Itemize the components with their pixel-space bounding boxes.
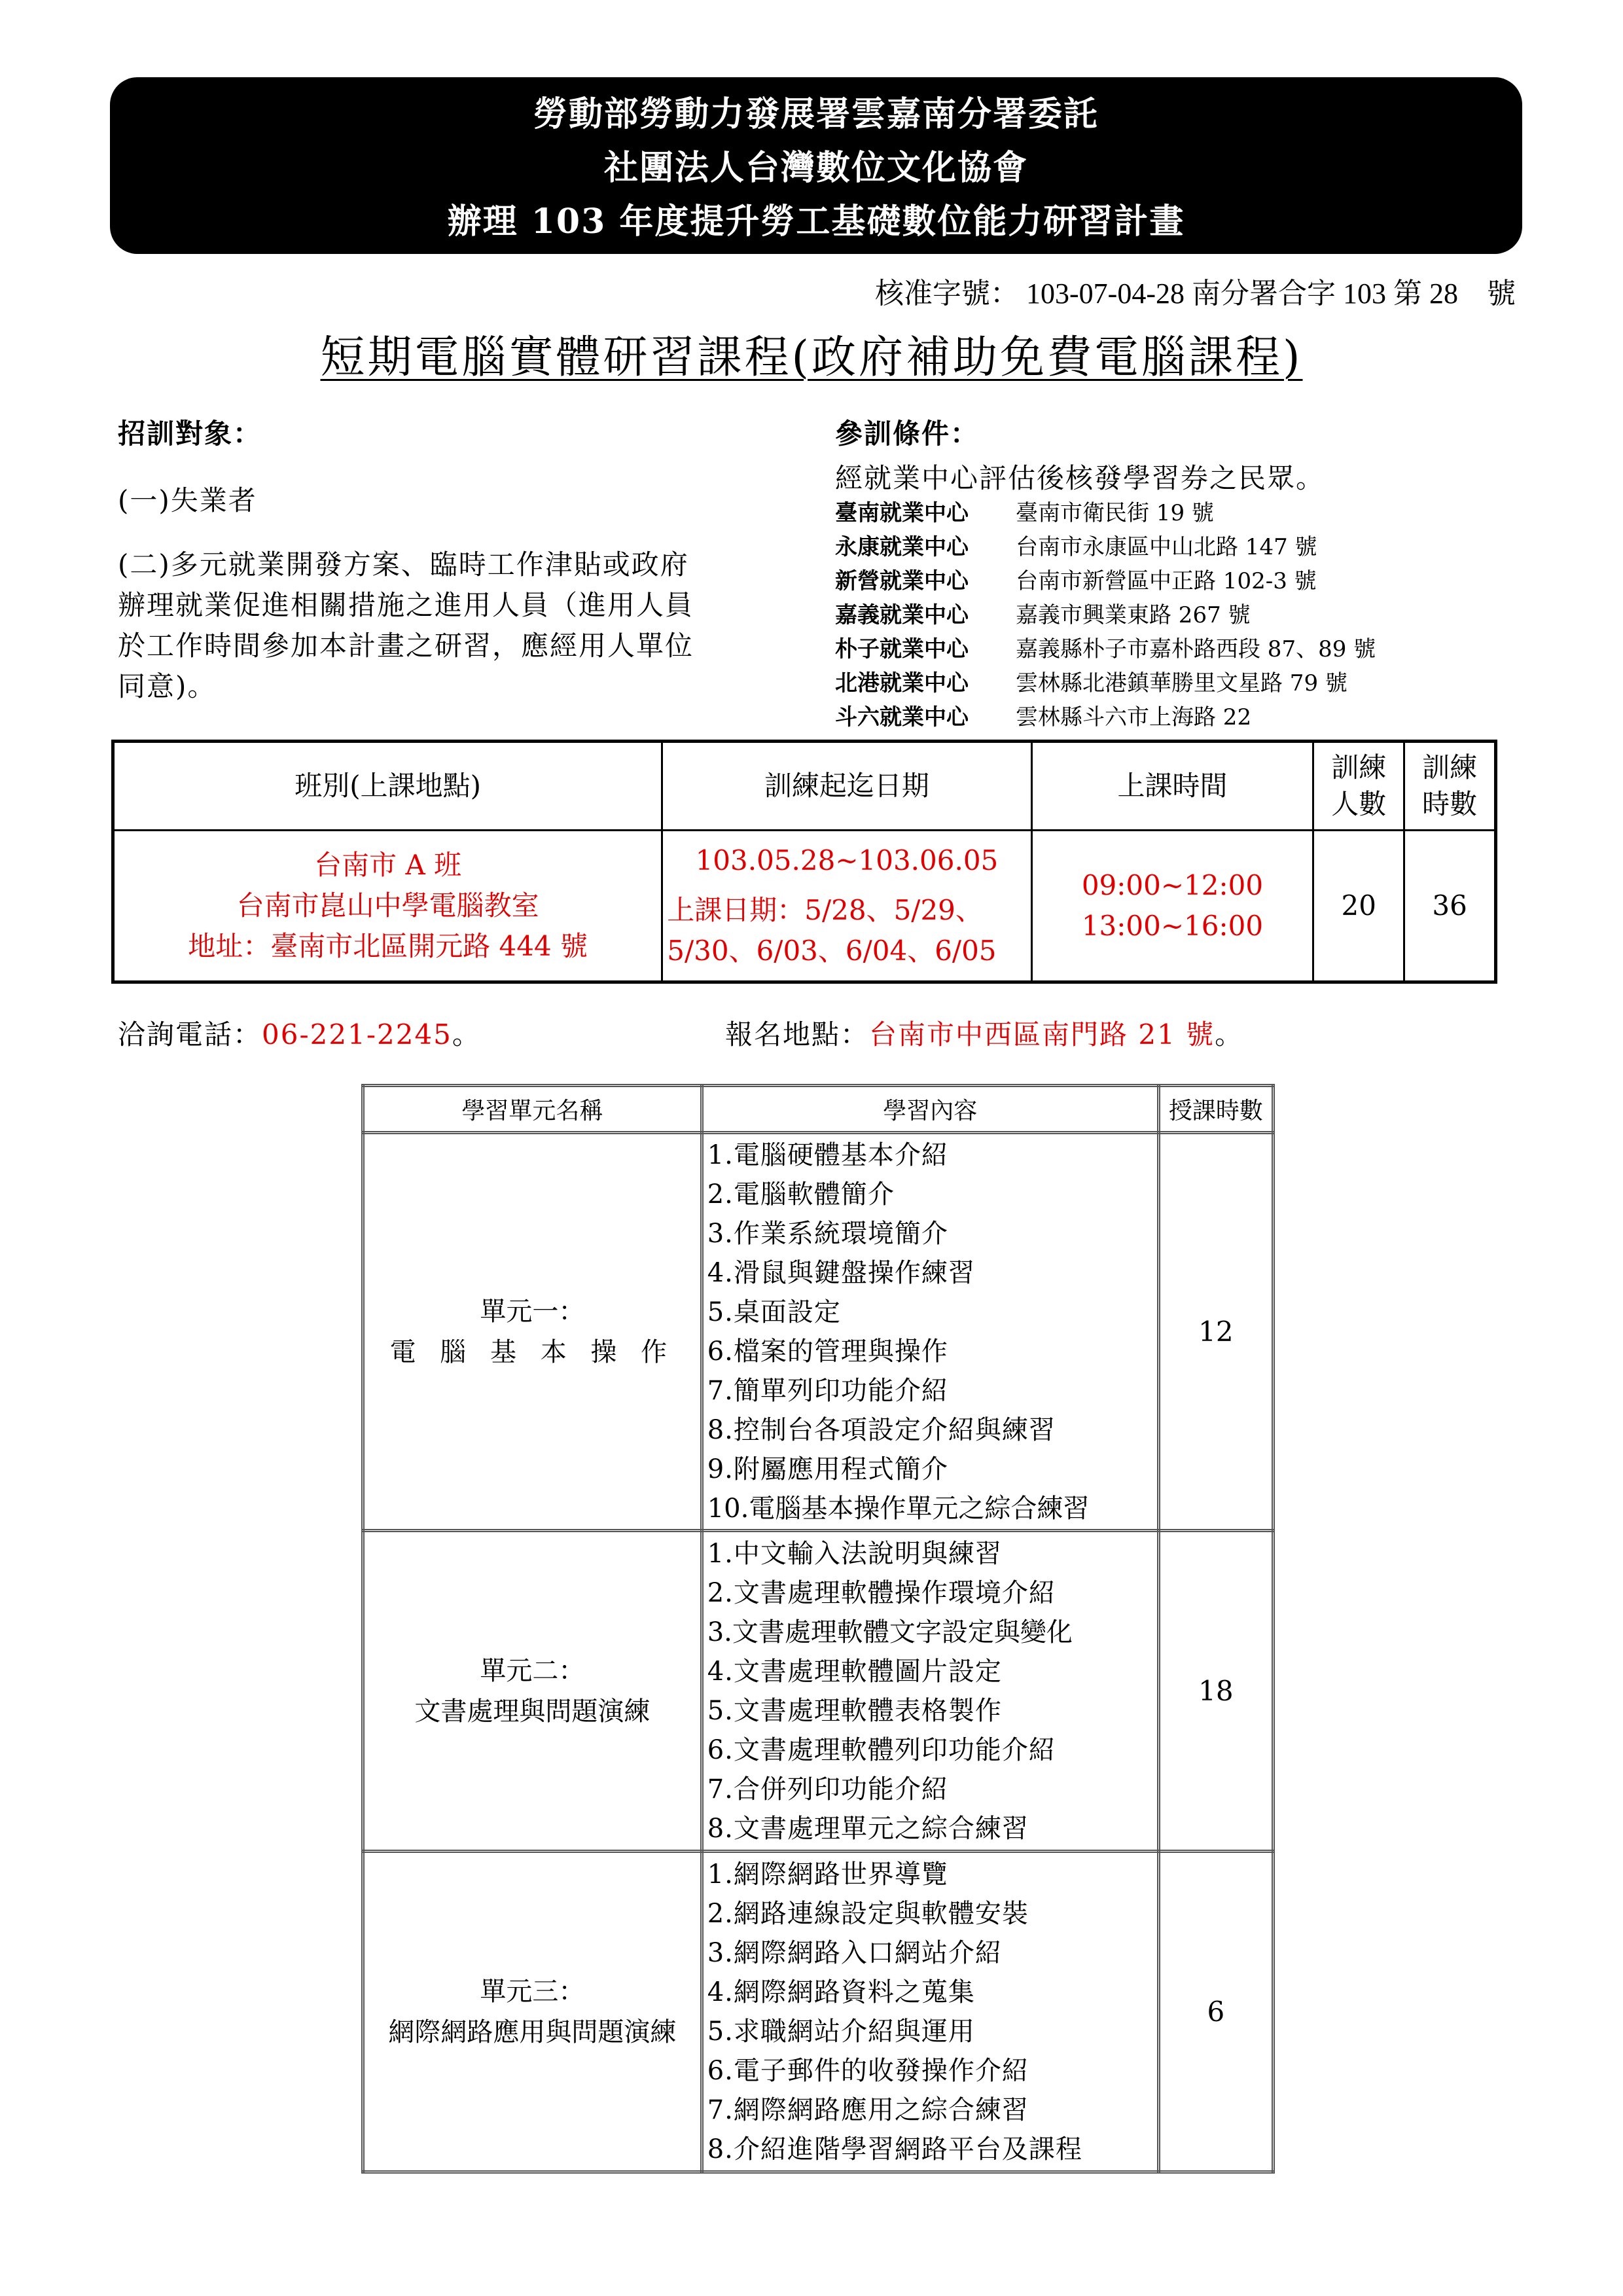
registration-address: 台南市中西區南門路 21 號 — [869, 1018, 1215, 1050]
registration-end: 。 — [1215, 1018, 1244, 1050]
target-heading: 招訓對象： — [118, 418, 262, 450]
center-name: 朴子就業中心 — [835, 636, 969, 662]
center-name: 新營就業中心 — [835, 568, 969, 594]
center-item — [835, 598, 1376, 632]
center-address: 臺南市衛民街 19 號 — [1016, 500, 1214, 526]
center-list — [835, 496, 1376, 734]
unit-items — [702, 1133, 1158, 1531]
center-address: 雲林縣北港鎮華勝里文星路 79 號 — [1016, 670, 1347, 696]
class-people: 20 — [1313, 831, 1404, 982]
unit-hours: 18 — [1158, 1531, 1273, 1852]
unit-item: 3.網際網路入口網站介紹 — [707, 1937, 1002, 1968]
course-row — [363, 1852, 1274, 2172]
class-address: 地址：臺南市北區開元路 444 號 — [188, 930, 588, 962]
center-item — [835, 530, 1376, 564]
class-time-2: 13:00~16:00 — [1081, 910, 1264, 942]
unit-item: 2.電腦軟體簡介 — [707, 1179, 895, 1210]
unit-item: 3.文書處理軟體文字設定與變化 — [707, 1617, 1073, 1647]
unit-item: 5.桌面設定 — [707, 1297, 841, 1327]
phone-end: 。 — [452, 1018, 481, 1050]
unit-item: 7.合併列印功能介紹 — [707, 1774, 948, 1804]
phone-number: 06-221-2245 — [262, 1018, 452, 1050]
class-time-1: 09:00~12:00 — [1081, 869, 1264, 901]
center-address: 嘉義市興業東路 267 號 — [1016, 602, 1251, 628]
unit-name: 文書處理與問題演練 — [414, 1696, 651, 1727]
unit-item: 4.文書處理軟體圖片設定 — [707, 1656, 1002, 1687]
unit-item: 7.簡單列印功能介紹 — [707, 1375, 948, 1406]
unit-item: 8.文書處理單元之綜合練習 — [707, 1813, 1029, 1844]
center-item — [835, 496, 1376, 530]
registration-label: 報名地點： — [725, 1018, 870, 1050]
target-item-2 — [118, 545, 694, 707]
header-location: 班別(上課地點) — [113, 742, 662, 831]
unit-item: 1.網際網路世界導覽 — [707, 1859, 948, 1890]
conditions-heading: 參訓條件： — [835, 418, 980, 450]
unit-item: 2.文書處理軟體操作環境介紹 — [707, 1577, 1056, 1608]
class-dates-cell — [662, 831, 1031, 982]
unit-name: 電 腦 基 本 操 作 — [389, 1336, 675, 1367]
unit-label: 單元二： — [480, 1655, 585, 1686]
center-name: 斗六就業中心 — [835, 704, 969, 730]
center-address: 台南市新營區中正路 102-3 號 — [1016, 568, 1317, 594]
phone-label: 洽詢電話： — [118, 1018, 262, 1050]
header-unit: 學習單元名稱 — [363, 1086, 702, 1133]
unit-item: 4.滑鼠與鍵盤操作練習 — [707, 1257, 975, 1288]
unit-hours: 6 — [1158, 1852, 1273, 2172]
class-days: 上課日期：5/28、5/29、5/30、6/03、6/04、6/05 — [667, 894, 997, 967]
unit-item: 8.介紹進階學習網路平台及課程 — [707, 2134, 1082, 2164]
approval-number: 核准字號： 103-07-04-28 南分署合字 103 第 28 號 — [875, 278, 1516, 310]
page-title — [0, 322, 1623, 386]
page-title-text: 短期電腦實體研習課程(政府補助免費電腦課程) — [320, 332, 1303, 384]
unit-item: 3.作業系統環境簡介 — [707, 1218, 948, 1249]
unit-item: 1.中文輸入法說明與練習 — [707, 1538, 1002, 1569]
unit-cell — [363, 1852, 702, 2172]
header-people: 訓練人數 — [1313, 742, 1404, 831]
header-hours: 訓練時數 — [1404, 742, 1496, 831]
unit-item: 6.電子郵件的收發操作介紹 — [707, 2055, 1029, 2086]
header-dates: 訓練起迄日期 — [662, 742, 1031, 831]
contact-phone — [118, 1012, 481, 1058]
header-time: 上課時間 — [1031, 742, 1313, 831]
center-name: 永康就業中心 — [835, 534, 969, 560]
center-item — [835, 666, 1376, 700]
unit-item: 6.檔案的管理與操作 — [707, 1336, 948, 1367]
unit-item: 2.網路連線設定與軟體安裝 — [707, 1898, 1029, 1929]
center-name: 臺南就業中心 — [835, 500, 969, 526]
unit-item: 5.文書處理軟體表格製作 — [707, 1695, 1002, 1726]
unit-item: 9.附屬應用程式簡介 — [707, 1454, 948, 1484]
center-address: 嘉義縣朴子市嘉朴路西段 87、89 號 — [1016, 636, 1376, 662]
class-row — [113, 831, 1496, 982]
contact-registration — [725, 1012, 1243, 1058]
unit-name: 網際網路應用與問題演練 — [388, 2017, 677, 2047]
class-location-cell — [113, 831, 662, 982]
course-row — [363, 1531, 1274, 1852]
center-name: 嘉義就業中心 — [835, 602, 969, 628]
banner-line-2: 社團法人台灣數位文化協會 — [603, 148, 1028, 188]
course-table-header — [363, 1086, 1274, 1133]
unit-items — [702, 1852, 1158, 2172]
target-item-2-line: 同意)。 — [118, 670, 217, 702]
class-table-header — [113, 742, 1496, 831]
header-teaching-hours: 授課時數 — [1158, 1086, 1273, 1133]
class-name: 台南市 A 班 — [314, 849, 462, 881]
unit-item: 5.求職網站介紹與運用 — [707, 2016, 975, 2047]
unit-item: 6.文書處理軟體列印功能介紹 — [707, 1734, 1056, 1765]
unit-item: 10.電腦基本操作單元之綜合練習 — [707, 1493, 1090, 1524]
unit-item: 1.電腦硬體基本介紹 — [707, 1139, 948, 1170]
target-item-2-line: (二)多元就業開發方案、臨時工作津貼或政府 — [118, 548, 689, 581]
header-banner — [110, 77, 1522, 254]
unit-items — [702, 1531, 1158, 1852]
course-table — [361, 1084, 1275, 2174]
target-item-1: (一)失業者 — [118, 484, 257, 516]
unit-item: 4.網際網路資料之蒐集 — [707, 1977, 975, 2007]
center-item — [835, 564, 1376, 598]
center-name: 北港就業中心 — [835, 670, 969, 696]
center-address: 雲林縣斗六市上海路 22 — [1016, 704, 1252, 730]
unit-item: 8.控制台各項設定介紹與練習 — [707, 1414, 1056, 1445]
class-hours: 36 — [1404, 831, 1496, 982]
center-item — [835, 632, 1376, 666]
unit-label: 單元三： — [480, 1976, 585, 2007]
unit-cell — [363, 1531, 702, 1852]
banner-line-1: 勞動部勞動力發展署雲嘉南分署委託 — [533, 94, 1099, 134]
target-item-2-line: 於工作時間參加本計畫之研習，應經用人單位 — [118, 630, 694, 662]
unit-label: 單元一： — [480, 1296, 585, 1327]
class-venue: 台南市崑山中學電腦教室 — [236, 889, 539, 922]
header-content: 學習內容 — [702, 1086, 1158, 1133]
unit-cell — [363, 1133, 702, 1531]
center-item — [835, 700, 1376, 734]
center-address: 台南市永康區中山北路 147 號 — [1016, 534, 1317, 560]
conditions-desc: 經就業中心評估後核發學習券之民眾。 — [835, 462, 1325, 494]
course-row — [363, 1133, 1274, 1531]
class-time-cell — [1031, 831, 1313, 982]
class-table — [111, 740, 1497, 984]
banner-line-3: 辦理 103 年度提升勞工基礎數位能力研習計畫 — [447, 202, 1185, 242]
unit-hours: 12 — [1158, 1133, 1273, 1531]
target-item-2-line: 辦理就業促進相關措施之進用人員（進用人員 — [118, 589, 694, 621]
unit-item: 7.網際網路應用之綜合練習 — [707, 2094, 1029, 2125]
class-date-range: 103.05.28~103.06.05 — [695, 844, 999, 876]
